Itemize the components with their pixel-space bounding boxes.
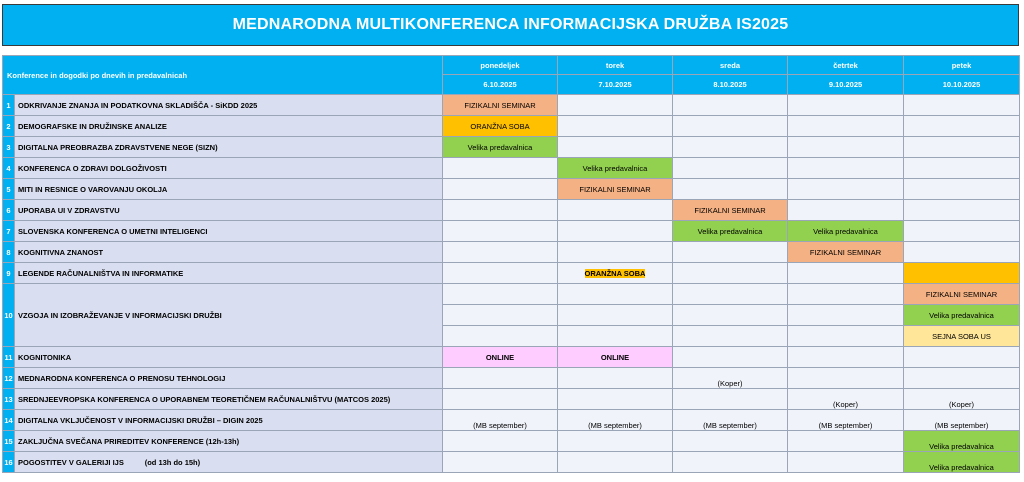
table-row [3, 242, 1020, 263]
room-cell: Velika predavalnica [904, 452, 1020, 473]
empty-cell [558, 200, 673, 221]
table-row [3, 179, 1020, 200]
room-cell: Velika predavalnica [558, 158, 673, 179]
empty-cell [443, 431, 558, 452]
day-name: torek [558, 56, 673, 75]
empty-cell [673, 137, 788, 158]
room-cell: FIZIKALNI SEMINAR [673, 200, 788, 221]
empty-cell [788, 158, 904, 179]
empty-cell [558, 305, 673, 326]
table-row [3, 410, 1020, 431]
event-name: SLOVENSKA KONFERENCA O UMETNI INTELIGENCI [15, 221, 443, 242]
table-row [3, 221, 1020, 242]
row-number: 1 [3, 95, 15, 116]
empty-cell [788, 326, 904, 347]
room-cell: Velika predavalnica [788, 221, 904, 242]
row-number: 6 [3, 200, 15, 221]
page-title: MEDNARODNA MULTIKONFERENCA INFORMACIJSKA DRUŽBA IS2025 [2, 4, 1019, 46]
empty-cell [443, 326, 558, 347]
separator [2, 46, 1019, 55]
location-cell: (Koper) [788, 389, 904, 410]
row-number: 15 [3, 431, 15, 452]
table-row [3, 389, 1020, 410]
empty-cell [673, 263, 788, 284]
empty-cell [443, 200, 558, 221]
event-name: MITI IN RESNICE O VAROVANJU OKOLJA [15, 179, 443, 200]
location-cell: (MB september) [788, 410, 904, 431]
empty-cell [904, 221, 1020, 242]
empty-cell [443, 158, 558, 179]
day-date: 9.10.2025 [788, 75, 904, 95]
row-number: 10 [3, 284, 15, 347]
empty-cell [904, 242, 1020, 263]
event-name: DEMOGRAFSKE IN DRUŽINSKE ANALIZE [15, 116, 443, 137]
empty-cell [904, 347, 1020, 368]
table-row [3, 137, 1020, 158]
empty-cell [904, 200, 1020, 221]
room-cell: Velika predavalnica [904, 305, 1020, 326]
event-name: POGOSTITEV V GALERIJI IJS (od 13h do 15h) [15, 452, 443, 473]
empty-cell [788, 452, 904, 473]
empty-cell [673, 389, 788, 410]
table-row [3, 452, 1020, 473]
location-cell: (Koper) [673, 368, 788, 389]
day-date: 10.10.2025 [904, 75, 1020, 95]
event-name: UPORABA UI V ZDRAVSTVU [15, 200, 443, 221]
row-number: 16 [3, 452, 15, 473]
room-cell: Velika predavalnica [443, 137, 558, 158]
row-number: 11 [3, 347, 15, 368]
empty-cell [788, 284, 904, 305]
empty-cell [788, 95, 904, 116]
empty-cell [558, 452, 673, 473]
room-cell: ONLINE [443, 347, 558, 368]
empty-cell [673, 326, 788, 347]
location-cell: (MB september) [904, 410, 1020, 431]
room-cell: ORANŽNA SOBA [443, 116, 558, 137]
empty-cell [673, 158, 788, 179]
table-row [3, 347, 1020, 368]
room-cell: FIZIKALNI SEMINAR [788, 242, 904, 263]
empty-cell [788, 137, 904, 158]
day-name: ponedeljek [443, 56, 558, 75]
event-name: LEGENDE RAČUNALNIŠTVA IN INFORMATIKE [15, 263, 443, 284]
empty-cell [673, 284, 788, 305]
empty-cell [904, 137, 1020, 158]
row-number: 8 [3, 242, 15, 263]
row-number: 12 [3, 368, 15, 389]
event-name: MEDNARODNA KONFERENCA O PRENOSU TEHNOLOGIJ [15, 368, 443, 389]
empty-cell [443, 263, 558, 284]
room-cell: FIZIKALNI SEMINAR [558, 179, 673, 200]
empty-cell [673, 179, 788, 200]
day-name: sreda [673, 56, 788, 75]
empty-cell [904, 368, 1020, 389]
row-number: 4 [3, 158, 15, 179]
day-date: 7.10.2025 [558, 75, 673, 95]
room-cell: Velika predavalnica [904, 431, 1020, 452]
event-name: DIGITALNA VKLJUČENOST V INFORMACIJSKI DRUŽBI – DIGIN 2025 [15, 410, 443, 431]
empty-cell [673, 347, 788, 368]
table-row [3, 200, 1020, 221]
location-cell: (MB september) [443, 410, 558, 431]
row-number: 13 [3, 389, 15, 410]
empty-cell [443, 179, 558, 200]
empty-cell [673, 116, 788, 137]
empty-cell [904, 179, 1020, 200]
empty-cell [443, 221, 558, 242]
empty-cell [443, 368, 558, 389]
event-name: ODKRIVANJE ZNANJA IN PODATKOVNA SKLADIŠČA - SiKDD 2025 [15, 95, 443, 116]
row-number: 5 [3, 179, 15, 200]
row-number: 9 [3, 263, 15, 284]
empty-cell [788, 305, 904, 326]
room-cell [558, 263, 673, 284]
room-cell: Velika predavalnica [673, 221, 788, 242]
table-row [3, 431, 1020, 452]
empty-cell [558, 95, 673, 116]
day-name: četrtek [788, 56, 904, 75]
empty-cell [558, 137, 673, 158]
empty-cell [443, 389, 558, 410]
row-number: 3 [3, 137, 15, 158]
table-row [3, 368, 1020, 389]
empty-cell [788, 263, 904, 284]
empty-cell [673, 95, 788, 116]
empty-cell [558, 389, 673, 410]
empty-cell [788, 347, 904, 368]
row-number: 2 [3, 116, 15, 137]
header-row-days [3, 56, 1020, 75]
empty-cell [443, 242, 558, 263]
event-name: KOGNITIVNA ZNANOST [15, 242, 443, 263]
schedule-table [2, 55, 1020, 473]
empty-cell [558, 431, 673, 452]
event-name: ZAKLJUČNA SVEČANA PRIREDITEV KONFERENCE (12h-13h) [15, 431, 443, 452]
empty-cell [558, 242, 673, 263]
empty-cell [788, 431, 904, 452]
event-name: KONFERENCA O ZDRAVI DOLGOŽIVOSTI [15, 158, 443, 179]
day-date: 6.10.2025 [443, 75, 558, 95]
empty-cell [558, 368, 673, 389]
location-cell: (Koper) [904, 389, 1020, 410]
table-row [3, 263, 1020, 284]
empty-cell [904, 95, 1020, 116]
left-header: Konference in dogodki po dnevih in predavalnicah [3, 56, 443, 95]
empty-cell [558, 326, 673, 347]
event-name: KOGNITONIKA [15, 347, 443, 368]
table-row [3, 116, 1020, 137]
event-name: DIGITALNA PREOBRAZBA ZDRAVSTVENE NEGE (SIZN) [15, 137, 443, 158]
empty-cell [673, 452, 788, 473]
room-cell: FIZIKALNI SEMINAR [904, 284, 1020, 305]
empty-cell [788, 116, 904, 137]
table-row [3, 158, 1020, 179]
empty-cell [443, 284, 558, 305]
location-cell: (MB september) [558, 410, 673, 431]
location-cell: (MB september) [673, 410, 788, 431]
empty-cell [788, 200, 904, 221]
empty-cell [904, 158, 1020, 179]
empty-cell [673, 305, 788, 326]
table-row [3, 284, 1020, 305]
empty-cell [788, 368, 904, 389]
day-date: 8.10.2025 [673, 75, 788, 95]
empty-cell [673, 242, 788, 263]
empty-cell [558, 116, 673, 137]
empty-cell [673, 431, 788, 452]
day-name: petek [904, 56, 1020, 75]
room-cell [904, 263, 1020, 284]
room-label-highlight: ORANŽNA SOBA [584, 268, 646, 278]
room-cell: SEJNA SOBA US [904, 326, 1020, 347]
empty-cell [788, 179, 904, 200]
room-cell: ONLINE [558, 347, 673, 368]
event-name: SREDNJEEVROPSKA KONFERENCA O UPORABNEM TEORETIČNEM RAČUNALNIŠTVU (MATCOS 2025) [15, 389, 443, 410]
event-name: VZGOJA IN IZOBRAŽEVANJE V INFORMACIJSKI DRUŽBI [15, 284, 443, 347]
empty-cell [558, 284, 673, 305]
table-row [3, 95, 1020, 116]
room-cell: FIZIKALNI SEMINAR [443, 95, 558, 116]
row-number: 14 [3, 410, 15, 431]
empty-cell [443, 305, 558, 326]
empty-cell [558, 221, 673, 242]
row-number: 7 [3, 221, 15, 242]
empty-cell [443, 452, 558, 473]
empty-cell [904, 116, 1020, 137]
